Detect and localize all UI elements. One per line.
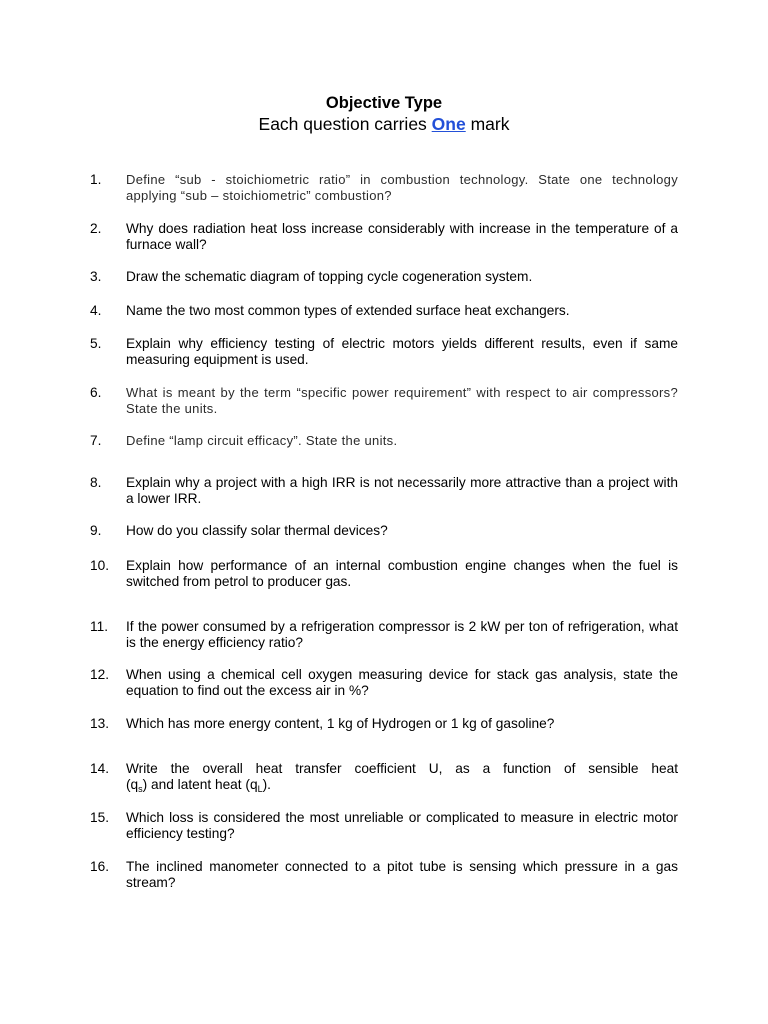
question-text	[126, 810, 678, 842]
page-subtitle	[0, 114, 768, 134]
question-item	[90, 619, 690, 653]
subtitle-suffix: mark	[465, 114, 510, 134]
question-text	[126, 475, 678, 507]
question-text	[126, 523, 678, 539]
question-number: 11.	[90, 619, 109, 634]
question-number: 14.	[90, 761, 110, 776]
question-line: State the units.	[126, 401, 218, 416]
question-line: Write the overall heat transfer coefficient U, as a function of sensible heat	[126, 761, 678, 776]
question-item	[90, 810, 690, 844]
question-line: is the energy efficiency ratio?	[126, 635, 304, 650]
question-number: 3.	[90, 269, 102, 284]
question-text	[126, 619, 678, 651]
question-line: furnace wall?	[126, 237, 207, 252]
question-text	[126, 303, 678, 319]
question-line: stream?	[126, 875, 176, 890]
question-number: 15.	[90, 810, 110, 825]
question-line: Draw the schematic diagram of topping cycle cogeneration system.	[126, 269, 533, 284]
question-line: applying “sub – stoichiometric” combustion?	[126, 188, 392, 203]
question-text	[126, 269, 678, 285]
subtitle-emphasis: One	[431, 114, 466, 134]
question-line: Define “lamp circuit efficacy”. State the units.	[126, 433, 398, 448]
question-item	[90, 475, 690, 509]
question-line: Define “sub - stoichiometric ratio” in combustion technology. State one technology	[126, 172, 678, 187]
page-title: Objective Type	[325, 94, 443, 112]
question-item	[90, 523, 690, 557]
question-item	[90, 269, 690, 303]
question-number: 13.	[90, 716, 110, 731]
subtitle-prefix: Each question carries	[258, 114, 432, 134]
question-item	[90, 716, 690, 750]
question-text	[126, 433, 678, 449]
question-text	[126, 716, 678, 732]
question-line: Why does radiation heat loss increase considerably with increase in the temperature of a	[126, 221, 678, 236]
question-text	[126, 385, 678, 417]
question-number: 7.	[90, 433, 102, 448]
question-number: 2.	[90, 221, 102, 236]
formula-text: (q	[126, 777, 139, 792]
question-line: a lower IRR.	[126, 491, 202, 506]
question-number: 1.	[90, 172, 102, 187]
question-text	[126, 558, 678, 590]
question-line: When using a chemical cell oxygen measuring device for stack gas analysis, state the	[126, 667, 678, 682]
question-line: Which has more energy content, 1 kg of Hydrogen or 1 kg of gasoline?	[126, 716, 555, 731]
question-item	[90, 433, 690, 467]
question-line: Which loss is considered the most unreliable or complicated to measure in electric motor	[126, 810, 678, 825]
question-line	[126, 777, 678, 793]
formula-text: ).	[262, 777, 271, 792]
question-item	[90, 859, 690, 893]
question-text	[126, 221, 678, 253]
question-line: Explain why a project with a high IRR is not necessarily more attractive than a project with	[126, 475, 678, 490]
subscript-latent: L	[257, 784, 263, 793]
question-number: 5.	[90, 336, 102, 351]
question-line: Explain how performance of an internal combustion engine changes when the fuel is	[126, 558, 678, 573]
question-item	[90, 667, 690, 701]
question-text	[126, 172, 678, 204]
question-line: equation to find out the excess air in %?	[126, 683, 369, 698]
question-line: efficiency testing?	[126, 826, 235, 841]
question-item	[90, 172, 690, 206]
question-item	[90, 558, 690, 592]
question-item	[90, 303, 690, 337]
subscript-sensible: s	[138, 784, 143, 793]
question-text	[126, 859, 678, 891]
question-line: Name the two most common types of extended surface heat exchangers.	[126, 303, 570, 318]
formula-text: ) and latent heat (q	[142, 777, 258, 792]
question-line: What is meant by the term “specific power requirement” with respect to air compressors?	[126, 385, 678, 400]
question-number: 9.	[90, 523, 102, 538]
question-number: 12.	[90, 667, 110, 682]
question-text	[126, 667, 678, 699]
question-line: measuring equipment is used.	[126, 352, 309, 367]
question-text	[126, 761, 678, 793]
question-item	[90, 385, 690, 419]
question-text	[126, 336, 678, 368]
question-number: 16.	[90, 859, 110, 874]
question-item	[90, 221, 690, 255]
question-line: If the power consumed by a refrigeration compressor is 2 kW per ton of refrigeration, what	[126, 619, 678, 634]
question-line: Explain why efficiency testing of electric motors yields different results, even if same	[126, 336, 678, 351]
question-item	[90, 336, 690, 370]
question-number: 10.	[90, 558, 110, 573]
question-number: 8.	[90, 475, 102, 490]
question-number: 4.	[90, 303, 102, 318]
question-line: The inclined manometer connected to a pitot tube is sensing which pressure in a gas	[126, 859, 678, 874]
question-item	[90, 761, 690, 795]
question-line: How do you classify solar thermal devices?	[126, 523, 388, 538]
question-line: switched from petrol to producer gas.	[126, 574, 352, 589]
question-number: 6.	[90, 385, 102, 400]
